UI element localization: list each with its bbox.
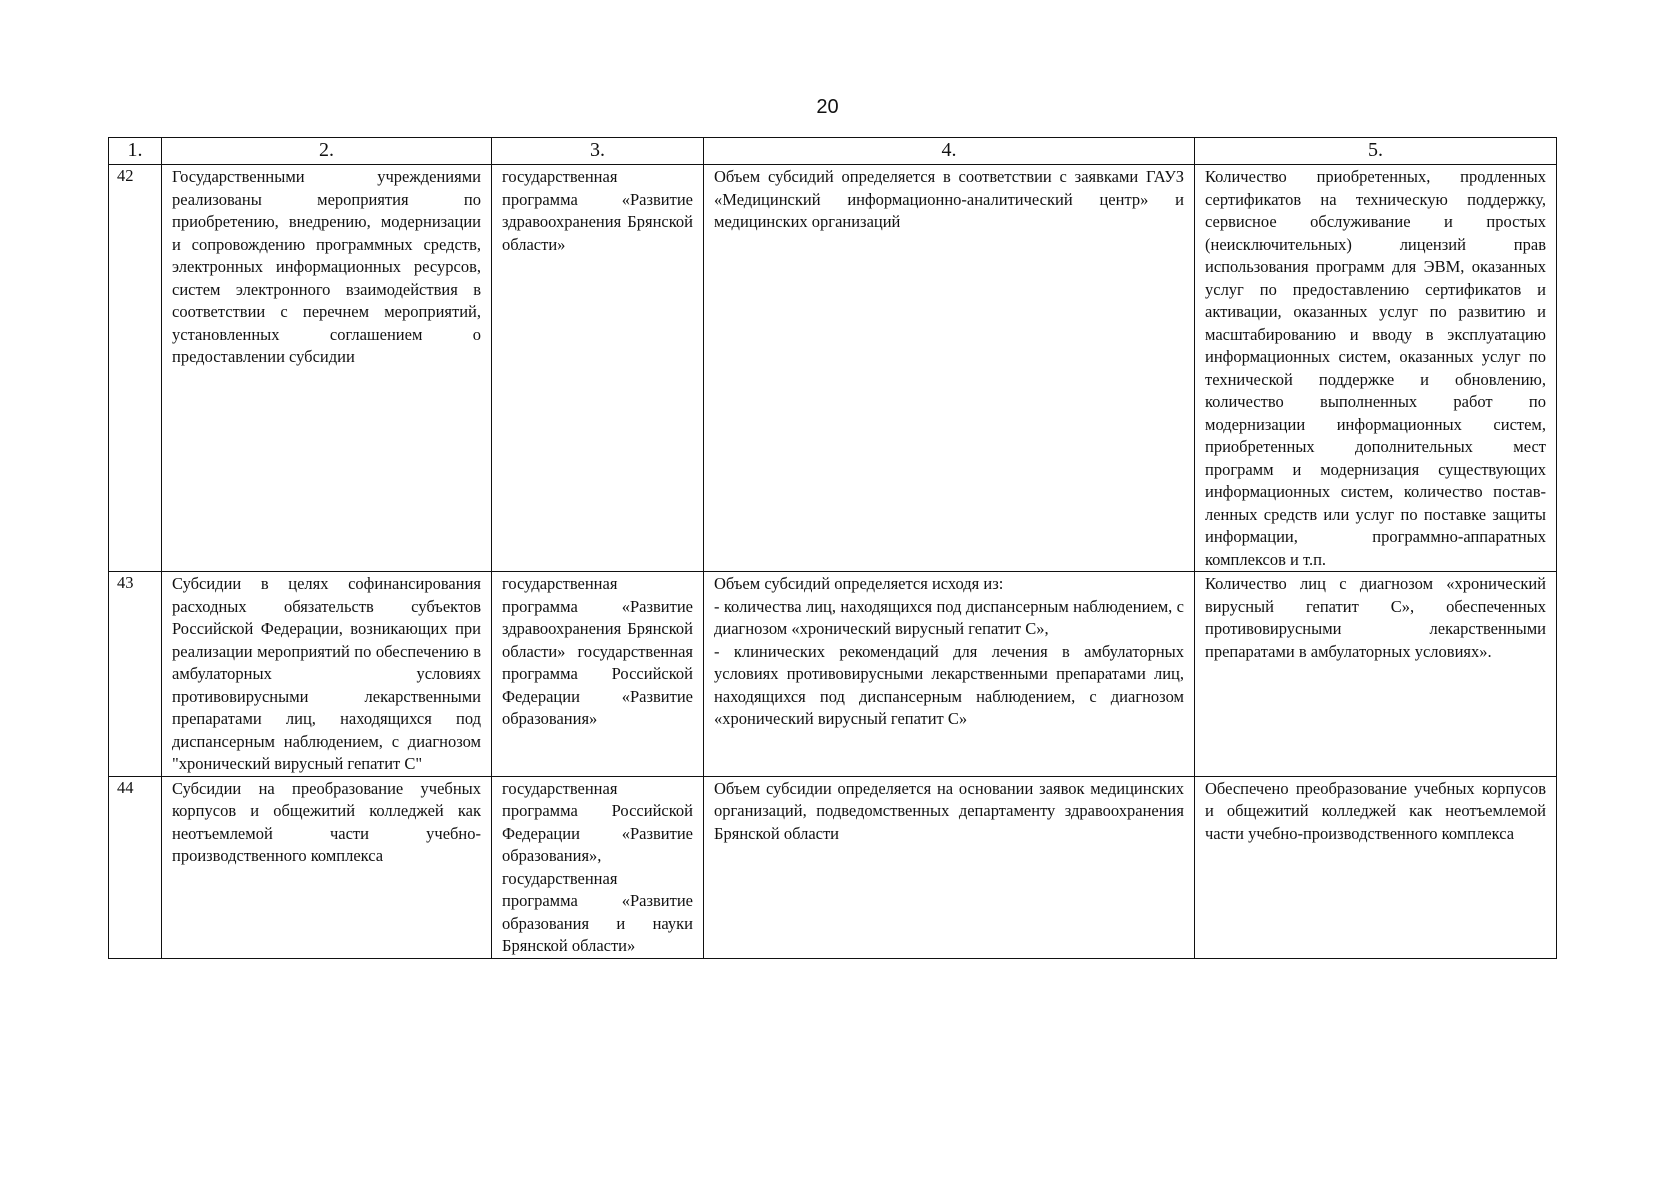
document-table [108, 137, 1557, 959]
table-row-44 [109, 776, 1557, 958]
header-col-2: 2. [162, 138, 492, 165]
row-number: 44 [109, 776, 162, 958]
calculation-line: - количества лиц, находящихся под диспансерным наблюдением, с диагнозом «хронический вирусный гепатит С», [714, 596, 1184, 638]
header-col-3: 3. [492, 138, 704, 165]
table-row-43 [109, 572, 1557, 777]
page-number: 20 [816, 96, 839, 118]
cell-description: Субсидии в целях софинансирования расходных обязательств субъектов Российской Федерации, возникающих при реализации мероприятий по обеспечению в амбулаторных условиях противовирусными лекарственными препаратами лиц, находящихся под диспансерным наблюдением, с диагнозом "хронический вирусный гепатит С" [162, 572, 492, 777]
header-row [109, 138, 1557, 165]
row-number: 42 [109, 165, 162, 572]
calculation-line: Объем субсидий определяется исходя из: [714, 574, 1004, 593]
cell-calculation [704, 572, 1195, 777]
cell-program: государственная программа «Развитие здравоохранения Брянской области» государственная программа Российской Федерации «Развитие образования» [492, 572, 704, 777]
table-row-42 [109, 165, 1557, 572]
cell-description: Субсидии на преобразование учебных корпусов и общежитий колледжей как неотъемлемой части учебно-производственного комплекса [162, 776, 492, 958]
header-col-1: 1. [109, 138, 162, 165]
cell-program: государственная программа Российской Федерации «Развитие образования», государственная программа «Развитие образования и науки Брянской области» [492, 776, 704, 958]
cell-result-indicator: Количество приобретенных, продленных сертификатов на техническую поддержку, сервисное обслуживание и простых (неисключительных) лицензий прав использования программ для ЭВМ, оказанных услуг по предоставлению сертификатов и активации, оказанных услуг по развитию и масштабированию и вводу в эксплуатацию информационных систем, оказанных услуг по технической поддержке и обновлению, количество выполненных работ по модернизации информационных систем, приобретенных дополнительных мест программ и модернизация существующих информационных систем, количество постав-ленных средств или услуг по поставке защиты информации, программно-аппаратных комплексов и т.п. [1195, 165, 1557, 572]
cell-result-indicator: Обеспечено преобразование учебных корпусов и общежитий колледжей как неотъемлемой части учебно-производственного комплекса [1195, 776, 1557, 958]
cell-calculation: Объем субсидий определяется в соответствии с заявками ГАУЗ «Медицинский информационно-аналитический центр» и медицинских организаций [704, 165, 1195, 572]
header-col-4: 4. [704, 138, 1195, 165]
cell-program: государственная программа «Развитие здравоохранения Брянской области» [492, 165, 704, 572]
header-col-5: 5. [1195, 138, 1557, 165]
row-number: 43 [109, 572, 162, 777]
cell-calculation: Объем субсидии определяется на основании заявок медицинских организаций, подведомственных департаменту здравоохранения Брянской области [704, 776, 1195, 958]
cell-description: Государственными учреждениями реализованы мероприятия по приобретению, внедрению, модернизации и сопровождению программных средств, электронных информационных ресурсов, систем электронного взаимодействия в соответствии с перечнем мероприятий, установленных соглашением о предоставлении субсидии [162, 165, 492, 572]
calculation-line: - клинических рекомендаций для лечения в амбулаторных условиях противовирусными лекарственными препаратами лиц, находящихся под диспансерным наблюдением, с диагнозом «хронический вирусный гепатит С» [714, 641, 1184, 728]
cell-result-indicator: Количество лиц с диагнозом «хронический вирусный гепатит С», обеспеченных противовирусными лекарственными препаратами в амбулаторных условиях». [1195, 572, 1557, 777]
